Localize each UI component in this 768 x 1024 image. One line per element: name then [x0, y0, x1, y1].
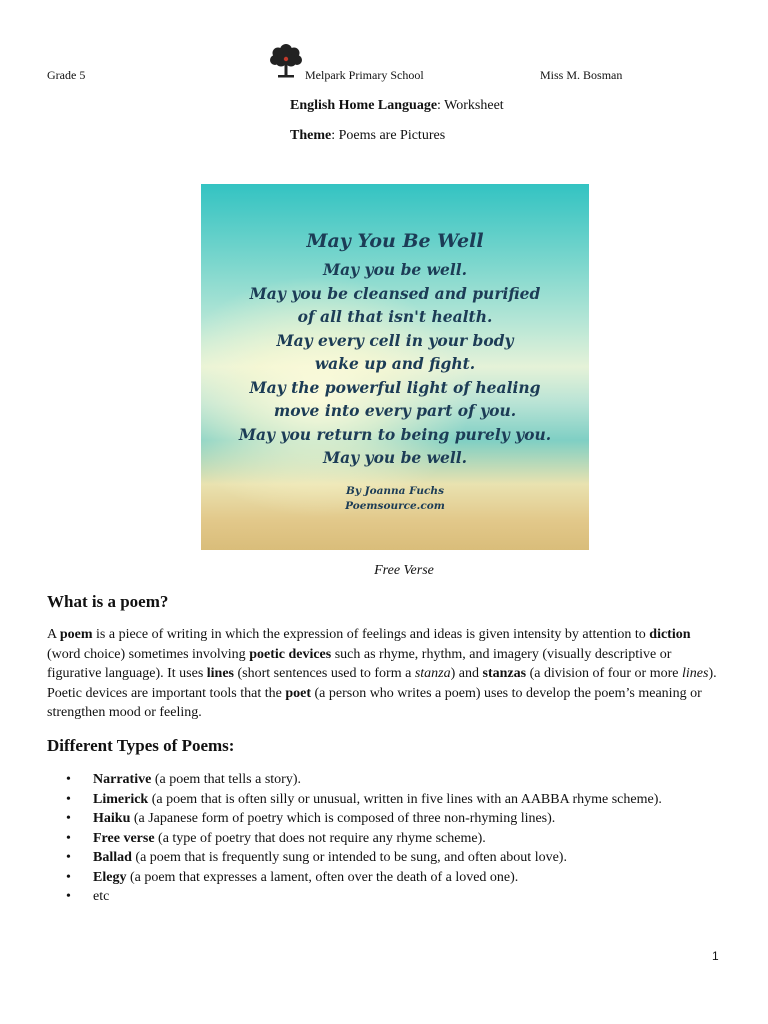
type-desc: (a poem that expresses a lament, often over the death of a loved one).	[126, 869, 519, 885]
bullet-icon: •	[66, 830, 71, 846]
tree-icon	[268, 41, 304, 81]
term-poem: poem	[59, 627, 93, 642]
section-heading-what-is-poem: What is a poem?	[47, 592, 169, 611]
image-caption: Free Verse	[374, 563, 434, 578]
school-name: Melpark Primary School	[305, 68, 424, 82]
type-term: Ballad	[93, 850, 132, 865]
bullet-icon: •	[66, 889, 71, 904]
poem-definition-paragraph: A poem is a piece of writing in which the expression of feelings and ideas is given intensity by attention to diction (word choice) sometimes involving poetic devices such as rhyme, rhythm, and imagery (visually descriptive or figurative language). It uses lines (short sentences used to form a stanza) and stanzas (a division of four or more lines). Poetic devices are important tools that the poet (a person who writes a poem) uses to develop the poem’s meaning or strengthen mood or feeling.	[47, 627, 717, 720]
term-stanzas: stanzas	[482, 666, 527, 681]
subject-value: : Worksheet	[437, 98, 504, 113]
type-desc: (a poem that is often silly or unusual, written in five lines with an AABBA rhyme scheme).	[148, 791, 662, 807]
type-term: Narrative	[93, 772, 152, 787]
poem-line: of all that isn't health.	[297, 307, 493, 326]
theme-line	[290, 128, 445, 144]
poem-line: May you be well.	[322, 260, 468, 279]
term-diction: diction	[649, 627, 691, 642]
bullet-icon: •	[66, 850, 71, 865]
type-desc: (a type of poetry that does not require any rhyme scheme).	[154, 830, 486, 846]
type-term: Free verse	[93, 830, 155, 846]
section-heading-types: Different Types of Poems:	[47, 736, 235, 755]
type-desc: etc	[93, 889, 110, 904]
subject-line	[290, 98, 504, 114]
bullet-icon: •	[66, 869, 71, 885]
poem-line: May you return to being purely you.	[238, 424, 552, 444]
term-lines-italic: lines	[681, 666, 709, 681]
page-number: 1	[712, 949, 719, 963]
type-term: Elegy	[93, 869, 127, 885]
bullet-icon: •	[66, 811, 71, 826]
poem-line: move into every part of you.	[273, 401, 517, 420]
poem-line: May you be cleansed and purified	[249, 283, 541, 303]
poem-image	[201, 184, 589, 550]
poem-types-list	[66, 770, 706, 907]
type-desc: (a poem that is frequently sung or intended to be sung, and often about love).	[131, 850, 567, 865]
list-item	[66, 770, 706, 790]
grade-label: Grade 5	[47, 68, 86, 82]
term-lines: lines	[206, 666, 235, 681]
poem-line: wake up and fight.	[314, 354, 476, 373]
term-stanza: stanza	[414, 666, 451, 681]
term-poetic-devices: poetic devices	[249, 646, 332, 662]
theme-label: Theme	[290, 128, 332, 143]
list-item	[66, 868, 706, 888]
list-item	[66, 887, 706, 907]
theme-value: : Poems are Pictures	[331, 128, 446, 143]
bullet-icon: •	[66, 791, 71, 807]
type-desc: (a Japanese form of poetry which is composed of three non-rhyming lines).	[130, 811, 556, 826]
list-item	[66, 829, 706, 849]
type-term: Limerick	[93, 791, 149, 807]
subject-label: English Home Language	[290, 98, 438, 113]
list-item	[66, 848, 706, 868]
list-item	[66, 809, 706, 829]
teacher-name: Miss M. Bosman	[540, 68, 623, 82]
type-desc: (a poem that tells a story).	[151, 772, 301, 787]
term-poet: poet	[285, 685, 311, 701]
poem-title: May You Be Well	[306, 230, 484, 252]
poem-site: Poemsource.com	[345, 499, 445, 512]
poem-line: May the powerful light of healing	[249, 377, 541, 397]
poem-author: By Joanna Fuchs	[346, 484, 444, 497]
type-term: Haiku	[93, 811, 131, 826]
poem-line: May every cell in your body	[276, 330, 514, 350]
bullet-icon: •	[66, 772, 71, 787]
poem-line: May you be well.	[322, 448, 468, 467]
list-item	[66, 790, 706, 810]
